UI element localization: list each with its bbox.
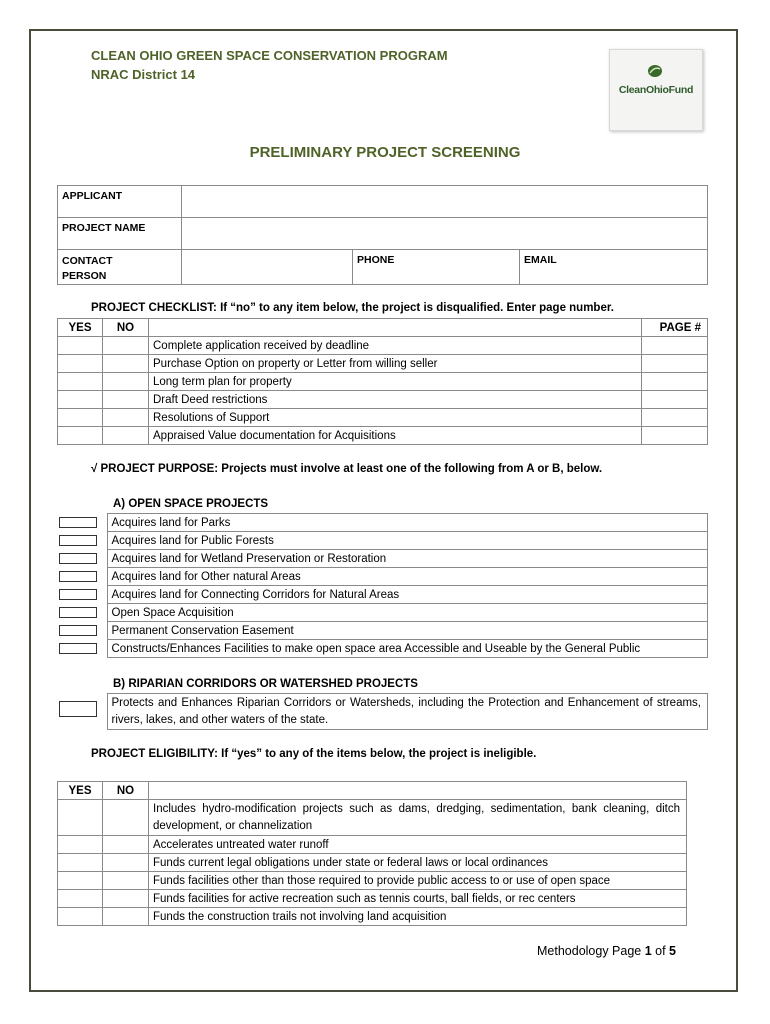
clean-ohio-fund-logo — [609, 49, 703, 131]
eligibility-table — [57, 781, 687, 926]
open-space-table — [57, 513, 708, 658]
checklist-no-cell[interactable] — [103, 373, 149, 391]
current-page-number: 1 — [644, 944, 652, 958]
eligibility-yes-cell[interactable] — [58, 854, 103, 872]
checklist-no-cell[interactable] — [103, 391, 149, 409]
page-number-header: PAGE # — [642, 319, 708, 337]
purpose-checkbox[interactable] — [59, 517, 97, 528]
page-footer — [537, 944, 676, 958]
purpose-checkbox[interactable] — [59, 589, 97, 600]
checklist-item: Appraised Value documentation for Acquisitions — [149, 427, 642, 445]
eligibility-yes-cell[interactable] — [58, 890, 103, 908]
purpose-checkbox[interactable] — [59, 625, 97, 636]
checklist-yes-cell[interactable] — [58, 337, 103, 355]
eligibility-no-cell[interactable] — [103, 908, 149, 926]
checklist-yes-cell[interactable] — [58, 355, 103, 373]
open-space-item: Constructs/Enhances Facilities to make open space area Accessible and Useable by the General Public — [107, 640, 708, 658]
applicant-label: APPLICANT — [58, 186, 182, 218]
total-page-number: 5 — [669, 944, 676, 958]
email-field[interactable] — [520, 250, 708, 285]
eligibility-item: Funds facilities for active recreation such as tennis courts, ball fields, or rec centers — [149, 890, 687, 908]
applicant-info-table — [57, 185, 708, 285]
page-title: PRELIMINARY PROJECT SCREENING — [249, 144, 521, 161]
logo-text: CleanOhioFund — [618, 84, 694, 96]
purpose-checkbox[interactable] — [59, 643, 97, 654]
eligibility-no-cell[interactable] — [103, 800, 149, 836]
checklist-item: Resolutions of Support — [149, 409, 642, 427]
riparian-table — [57, 693, 708, 730]
open-space-item: Acquires land for Other natural Areas — [107, 568, 708, 586]
open-space-heading: A) OPEN SPACE PROJECTS — [113, 498, 269, 510]
phone-field[interactable] — [353, 250, 520, 285]
eligibility-no-cell[interactable] — [103, 854, 149, 872]
contact-person-field[interactable] — [182, 250, 353, 285]
project-name-label: PROJECT NAME — [58, 218, 182, 250]
open-space-item: Acquires land for Public Forests — [107, 532, 708, 550]
eligibility-no-cell[interactable] — [103, 872, 149, 890]
checklist-no-cell[interactable] — [103, 337, 149, 355]
checklist-item: Draft Deed restrictions — [149, 391, 642, 409]
eligibility-yes-cell[interactable] — [58, 872, 103, 890]
eligibility-heading: PROJECT ELIGIBILITY: If “yes” to any of the items below, the project is ineligible. — [91, 748, 537, 760]
project-checklist-table — [57, 318, 708, 445]
checklist-page-cell[interactable] — [642, 337, 708, 355]
checklist-item: Long term plan for property — [149, 373, 642, 391]
eligibility-item: Funds current legal obligations under state or federal laws or local ordinances — [149, 854, 687, 872]
open-space-item: Acquires land for Wetland Preservation or Restoration — [107, 550, 708, 568]
yes-column-header: YES — [58, 319, 103, 337]
checklist-yes-cell[interactable] — [58, 391, 103, 409]
eligibility-no-cell[interactable] — [103, 890, 149, 908]
riparian-checkbox[interactable] — [59, 701, 97, 717]
district-name: NRAC District 14 — [91, 67, 196, 82]
project-name-field[interactable] — [182, 218, 708, 250]
checklist-yes-cell[interactable] — [58, 409, 103, 427]
eligibility-yes-cell[interactable] — [58, 836, 103, 854]
contact-person-label: CONTACT PERSON — [58, 250, 182, 285]
eligibility-no-cell[interactable] — [103, 836, 149, 854]
checklist-page-cell[interactable] — [642, 409, 708, 427]
eligibility-no-header: NO — [103, 782, 149, 800]
eligibility-yes-cell[interactable] — [58, 800, 103, 836]
checklist-yes-cell[interactable] — [58, 373, 103, 391]
purpose-checkbox[interactable] — [59, 553, 97, 564]
footer-of: of — [651, 944, 670, 958]
open-space-item: Open Space Acquisition — [107, 604, 708, 622]
eligibility-item: Funds facilities other than those required to provide public access to or use of open space — [149, 872, 687, 890]
open-space-item: Permanent Conservation Easement — [107, 622, 708, 640]
eligibility-item: Includes hydro-modification projects such as dams, dredging, sedimentation, bank cleaning, ditch development, or channelization — [149, 800, 687, 836]
footer-prefix: Methodology Page — [537, 944, 645, 958]
eligibility-yes-header: YES — [58, 782, 103, 800]
purpose-checkbox[interactable] — [59, 571, 97, 582]
checklist-heading: PROJECT CHECKLIST: If “no” to any item below, the project is disqualified. Enter page number. — [91, 302, 614, 314]
email-label: EMAIL — [524, 254, 557, 266]
checklist-no-cell[interactable] — [103, 355, 149, 373]
checklist-page-cell[interactable] — [642, 355, 708, 373]
checklist-page-cell[interactable] — [642, 427, 708, 445]
riparian-heading: B) RIPARIAN CORRIDORS OR WATERSHED PROJECTS — [113, 678, 418, 690]
eligibility-yes-cell[interactable] — [58, 908, 103, 926]
checklist-item: Purchase Option on property or Letter from willing seller — [149, 355, 642, 373]
applicant-field[interactable] — [182, 186, 708, 218]
checklist-page-cell[interactable] — [642, 373, 708, 391]
program-title: CLEAN OHIO GREEN SPACE CONSERVATION PROGRAM — [91, 48, 448, 63]
open-space-item: Acquires land for Connecting Corridors for Natural Areas — [107, 586, 708, 604]
purpose-checkbox[interactable] — [59, 535, 97, 546]
leaf-icon — [647, 64, 663, 78]
eligibility-item: Accelerates untreated water runoff — [149, 836, 687, 854]
purpose-checkbox[interactable] — [59, 607, 97, 618]
eligibility-item: Funds the construction trails not involving land acquisition — [149, 908, 687, 926]
checklist-item: Complete application received by deadline — [149, 337, 642, 355]
checklist-no-cell[interactable] — [103, 409, 149, 427]
open-space-item: Acquires land for Parks — [107, 514, 708, 532]
checklist-yes-cell[interactable] — [58, 427, 103, 445]
phone-label: PHONE — [357, 254, 395, 266]
checklist-page-cell[interactable] — [642, 391, 708, 409]
riparian-item: Protects and Enhances Riparian Corridors or Watersheds, including the Protection and Enhancement of streams, rivers, lakes, and other waters of the state. — [107, 694, 708, 730]
purpose-heading: √ PROJECT PURPOSE: Projects must involve at least one of the following from A or B, below. — [91, 463, 603, 475]
no-column-header: NO — [103, 319, 149, 337]
checklist-no-cell[interactable] — [103, 427, 149, 445]
